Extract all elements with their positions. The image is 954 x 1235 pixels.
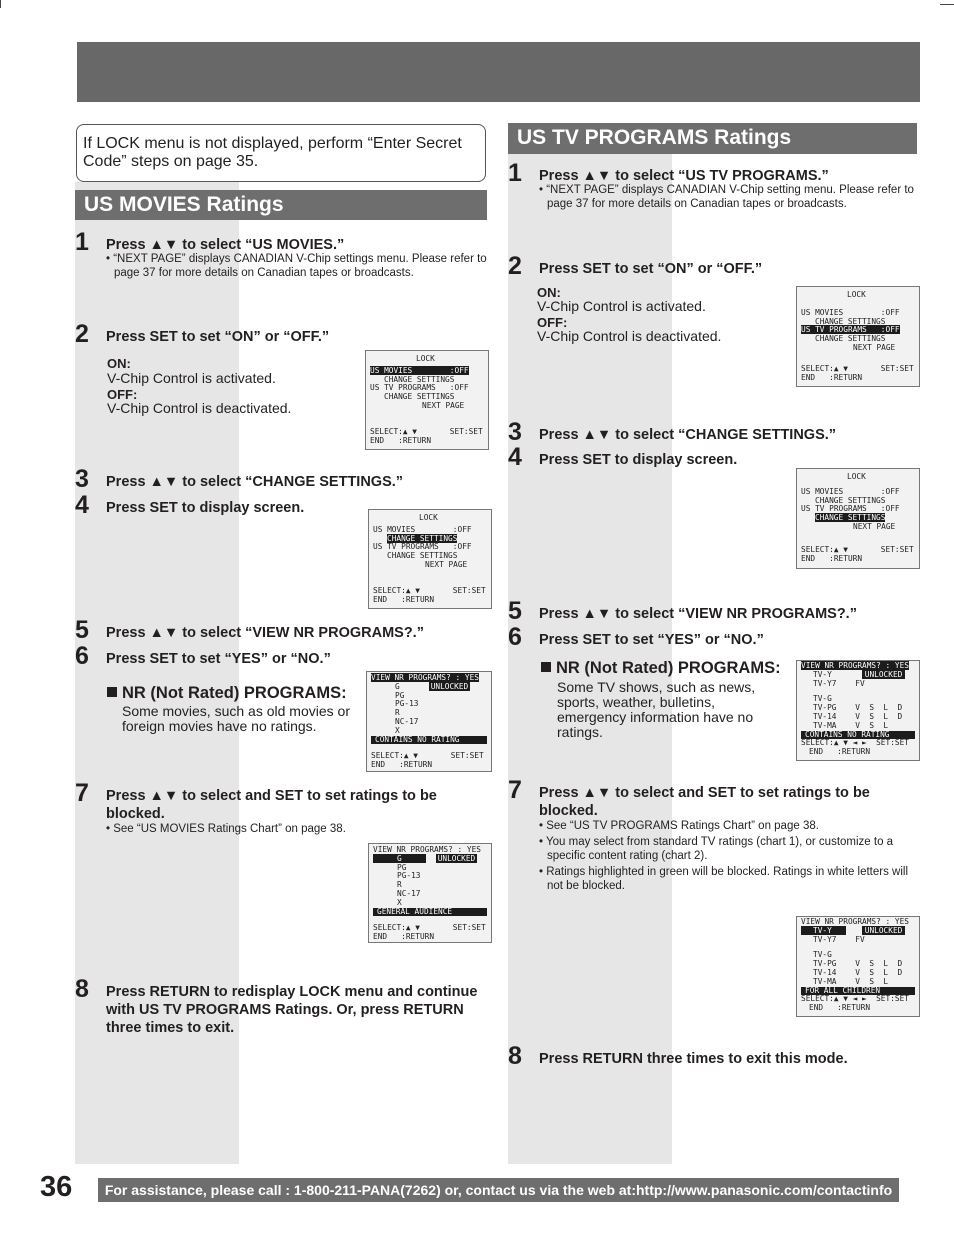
nr-heading bbox=[107, 684, 347, 702]
osd-rating: PG-13 bbox=[395, 699, 419, 709]
step-5-text: Press ▲▼ to select “VIEW NR PROGRAMS?.” bbox=[539, 606, 857, 622]
osd-description: CONTAINS NO RATING bbox=[801, 731, 915, 740]
step-number: 3 bbox=[508, 418, 522, 446]
osd-unlocked: UNLOCKED bbox=[437, 853, 476, 863]
osd-change-settings: CHANGE SETTINGS bbox=[815, 513, 886, 523]
osd-rating: PG-13 bbox=[397, 871, 421, 881]
osd-end: END :RETURN bbox=[370, 435, 432, 445]
osd-end: END :RETURN bbox=[801, 553, 863, 563]
osd-rating: TV-G bbox=[813, 950, 832, 960]
osd-rating: TV-MA V S L bbox=[813, 720, 889, 730]
osd-change-settings: CHANGE SETTINGS bbox=[815, 316, 886, 326]
osd-view-nr: VIEW NR PROGRAMS? : YES bbox=[373, 845, 481, 854]
osd-select: SELECT:▲ ▼ ◄ ► SET:SET bbox=[801, 994, 909, 1004]
osd-movies-ratings bbox=[366, 671, 492, 772]
osd-select: SELECT:▲ ▼ SET:SET bbox=[801, 544, 914, 554]
osd-us-tv: US TV PROGRAMS :OFF bbox=[373, 542, 472, 552]
step-number: 1 bbox=[75, 228, 89, 256]
osd-rating: NC-17 bbox=[397, 888, 421, 898]
osd-select: SELECT:▲ ▼ SET:SET bbox=[373, 585, 486, 595]
step-number: 4 bbox=[508, 443, 522, 471]
osd-description: GENERAL AUDIENCE bbox=[373, 908, 487, 917]
osd-rating: TV-Y bbox=[801, 926, 846, 935]
info-box: If LOCK menu is not displayed, perform “Enter Secret Code” steps on page 35. bbox=[76, 124, 486, 182]
osd-rating: X bbox=[395, 725, 400, 735]
osd-rating: G bbox=[373, 854, 426, 863]
osd-rating: R bbox=[397, 880, 402, 890]
osd-next-page: NEXT PAGE bbox=[853, 521, 896, 531]
step-number: 6 bbox=[508, 623, 522, 651]
osd-select: SELECT:▲ ▼ SET:SET bbox=[373, 923, 486, 933]
osd-end: END :RETURN bbox=[809, 747, 871, 757]
step-1-text: Press ▲▼ to select “US MOVIES.” bbox=[106, 237, 345, 253]
nr-heading bbox=[541, 659, 781, 677]
header-bar bbox=[77, 42, 920, 102]
step-number: 5 bbox=[75, 616, 89, 644]
step-1-note: • “NEXT PAGE” displays CANADIAN V-Chip setting menu. Please refer to page 37 for more details on Canadian tapes or broadcasts. bbox=[539, 184, 914, 210]
step-8-text: Press RETURN three times to exit this mode. bbox=[539, 1051, 848, 1067]
step-1-text: Press ▲▼ to select “US TV PROGRAMS.” bbox=[539, 168, 829, 184]
osd-select: SELECT:▲ ▼ SET:SET bbox=[370, 426, 483, 436]
step-7-note: • See “US MOVIES Ratings Chart” on page 38. bbox=[106, 823, 346, 835]
step-6-text: Press SET to set “YES” or “NO.” bbox=[539, 632, 764, 648]
step-number: 4 bbox=[75, 491, 89, 519]
nr-text: Some movies, such as old movies or foreign movies have no ratings. bbox=[122, 703, 350, 734]
osd-change-settings: CHANGE SETTINGS bbox=[387, 551, 458, 561]
step-number: 5 bbox=[508, 597, 522, 625]
osd-end: END :RETURN bbox=[373, 594, 435, 604]
osd-rating: TV-14 V S L D bbox=[813, 967, 903, 977]
off-label: OFF: bbox=[537, 315, 568, 330]
off-text: V-Chip Control is deactivated. bbox=[537, 328, 722, 344]
square-bullet-icon bbox=[541, 662, 551, 672]
osd-select: SELECT:▲ ▼ SET:SET bbox=[801, 363, 914, 373]
osd-rating: TV-G bbox=[813, 694, 832, 704]
osd-unlocked: UNLOCKED bbox=[862, 670, 906, 679]
step-2-text: Press SET to set “ON” or “OFF.” bbox=[539, 261, 763, 277]
on-text: V-Chip Control is activated. bbox=[107, 370, 276, 386]
osd-select: SELECT:▲ ▼ ◄ ► SET:SET bbox=[801, 738, 909, 748]
osd-description: CONTAINS NO RATING bbox=[371, 736, 487, 745]
page-number: 36 bbox=[40, 1171, 73, 1203]
step-3-text: Press ▲▼ to select “CHANGE SETTINGS.” bbox=[539, 427, 837, 443]
osd-tv-ratings bbox=[796, 660, 920, 761]
on-label: ON: bbox=[107, 356, 131, 371]
osd-tv-ratings bbox=[796, 916, 920, 1017]
step-2-text: Press SET to set “ON” or “OFF.” bbox=[106, 329, 330, 345]
osd-rating: NC-17 bbox=[395, 716, 419, 726]
step-5-text: Press ▲▼ to select “VIEW NR PROGRAMS?.” bbox=[106, 625, 424, 641]
osd-rating: TV-Y7 FV bbox=[813, 678, 865, 688]
step-number: 6 bbox=[75, 642, 89, 670]
osd-next-page: NEXT PAGE bbox=[425, 559, 468, 569]
osd-unlocked: UNLOCKED bbox=[430, 681, 469, 691]
osd-rating: X bbox=[397, 897, 402, 907]
osd-rating: PG bbox=[395, 690, 405, 700]
section-title-us-tv: US TV PROGRAMS Ratings bbox=[508, 123, 917, 154]
osd-title: LOCK bbox=[419, 513, 438, 522]
square-bullet-icon bbox=[107, 687, 117, 697]
on-label: ON: bbox=[537, 285, 561, 300]
osd-lock-menu bbox=[796, 286, 920, 387]
osd-end: END :RETURN bbox=[801, 372, 863, 382]
step-1-note: • “NEXT PAGE” displays CANADIAN V-Chip settings menu. Please refer to page 37 for more details on Canadian tapes or broadcasts. bbox=[106, 253, 487, 279]
osd-us-tv: US TV PROGRAMS :OFF bbox=[801, 325, 900, 335]
step-8-text: Press RETURN to redisplay LOCK menu and continue with US TV PROGRAMS Ratings. Or, press RETURN three times to exit. bbox=[106, 984, 478, 1036]
off-text: V-Chip Control is deactivated. bbox=[107, 400, 292, 416]
osd-end: END :RETURN bbox=[809, 1003, 871, 1013]
step-3-text: Press ▲▼ to select “CHANGE SETTINGS.” bbox=[106, 474, 404, 490]
osd-change-settings: CHANGE SETTINGS bbox=[384, 374, 455, 384]
osd-end: END :RETURN bbox=[371, 760, 433, 770]
step-number: 7 bbox=[508, 776, 522, 804]
osd-change-settings: CHANGE SETTINGS bbox=[384, 392, 455, 402]
osd-change-settings: CHANGE SETTINGS bbox=[815, 495, 886, 505]
step-7-text: Press ▲▼ to select and SET to set ratings to be blocked. bbox=[539, 785, 870, 819]
osd-rating: TV-Y7 FV bbox=[813, 934, 865, 944]
on-text: V-Chip Control is activated. bbox=[537, 298, 706, 314]
step-number: 2 bbox=[75, 320, 89, 348]
osd-rating: TV-14 V S L D bbox=[813, 711, 903, 721]
nr-title: NR (Not Rated) PROGRAMS: bbox=[122, 684, 347, 702]
osd-view-nr: VIEW NR PROGRAMS? : YES bbox=[801, 917, 909, 926]
osd-next-page: NEXT PAGE bbox=[422, 400, 465, 410]
osd-lock-menu bbox=[365, 350, 489, 450]
step-number: 7 bbox=[75, 779, 89, 807]
osd-rating: TV-PG V S L D bbox=[813, 703, 903, 713]
osd-rating: PG bbox=[397, 862, 407, 872]
step-number: 2 bbox=[508, 252, 522, 280]
osd-us-movies: US MOVIES :OFF bbox=[370, 365, 469, 375]
step-number: 3 bbox=[75, 465, 89, 493]
step-4-text: Press SET to display screen. bbox=[106, 500, 305, 516]
nr-text: Some TV shows, such as news, sports, weather, bulletins, emergency information have no ratings. bbox=[557, 679, 756, 740]
step-number: 1 bbox=[508, 159, 522, 187]
osd-lock-menu bbox=[368, 509, 492, 609]
section-title-us-movies: US MOVIES Ratings bbox=[75, 190, 487, 220]
step-number: 8 bbox=[75, 975, 89, 1003]
footer-assistance-bar: For assistance, please call : 1-800-211-PANA(7262) or, contact us via the web at:http://www.panasonic.com/contactinfo bbox=[98, 1178, 899, 1202]
osd-next-page: NEXT PAGE bbox=[853, 342, 896, 352]
off-label: OFF: bbox=[107, 387, 138, 402]
osd-title: LOCK bbox=[416, 354, 435, 363]
step-7-note: • Ratings highlighted in green will be blocked. Ratings in white letters will not be blocked. bbox=[539, 866, 909, 892]
osd-rating: TV-Y bbox=[813, 669, 832, 679]
nr-title: NR (Not Rated) PROGRAMS: bbox=[556, 659, 781, 677]
crop-mark bbox=[940, 4, 954, 5]
osd-rating: TV-PG V S L D bbox=[813, 959, 903, 969]
osd-us-tv: US TV PROGRAMS :OFF bbox=[370, 383, 469, 393]
step-6-text: Press SET to set “YES” or “NO.” bbox=[106, 651, 331, 667]
step-4-text: Press SET to display screen. bbox=[539, 452, 738, 468]
osd-view-nr: VIEW NR PROGRAMS? : YES bbox=[371, 673, 479, 682]
step-7-note: • See “US TV PROGRAMS Ratings Chart” on page 38. bbox=[539, 820, 819, 832]
osd-rating: TV-MA V S L bbox=[813, 976, 889, 986]
osd-select: SELECT:▲ ▼ SET:SET bbox=[371, 751, 484, 761]
osd-movies-ratings bbox=[368, 843, 492, 943]
step-7-text: Press ▲▼ to select and SET to set ratings to be blocked. bbox=[106, 788, 437, 822]
crop-mark bbox=[0, 0, 1, 8]
osd-lock-menu bbox=[796, 468, 920, 569]
osd-change-settings: CHANGE SETTINGS bbox=[387, 533, 458, 543]
osd-rating: G bbox=[395, 681, 400, 691]
osd-us-tv: US TV PROGRAMS :OFF bbox=[801, 504, 900, 514]
step-7-note: • You may select from standard TV ratings (chart 1), or customize to a specific content rating (chart 2). bbox=[539, 836, 894, 862]
osd-view-nr: VIEW NR PROGRAMS? : YES bbox=[801, 661, 909, 670]
osd-us-movies: US MOVIES :OFF bbox=[801, 307, 900, 317]
osd-end: END :RETURN bbox=[373, 932, 435, 942]
osd-rating: R bbox=[395, 708, 400, 718]
step-number: 8 bbox=[508, 1042, 522, 1070]
osd-description: FOR ALL CHILDREN bbox=[801, 987, 915, 996]
osd-title: LOCK bbox=[847, 290, 866, 299]
osd-change-settings: CHANGE SETTINGS bbox=[815, 334, 886, 344]
osd-us-movies: US MOVIES :OFF bbox=[801, 486, 900, 496]
osd-unlocked: UNLOCKED bbox=[862, 926, 906, 935]
osd-us-movies: US MOVIES :OFF bbox=[373, 524, 472, 534]
osd-title: LOCK bbox=[847, 472, 866, 481]
